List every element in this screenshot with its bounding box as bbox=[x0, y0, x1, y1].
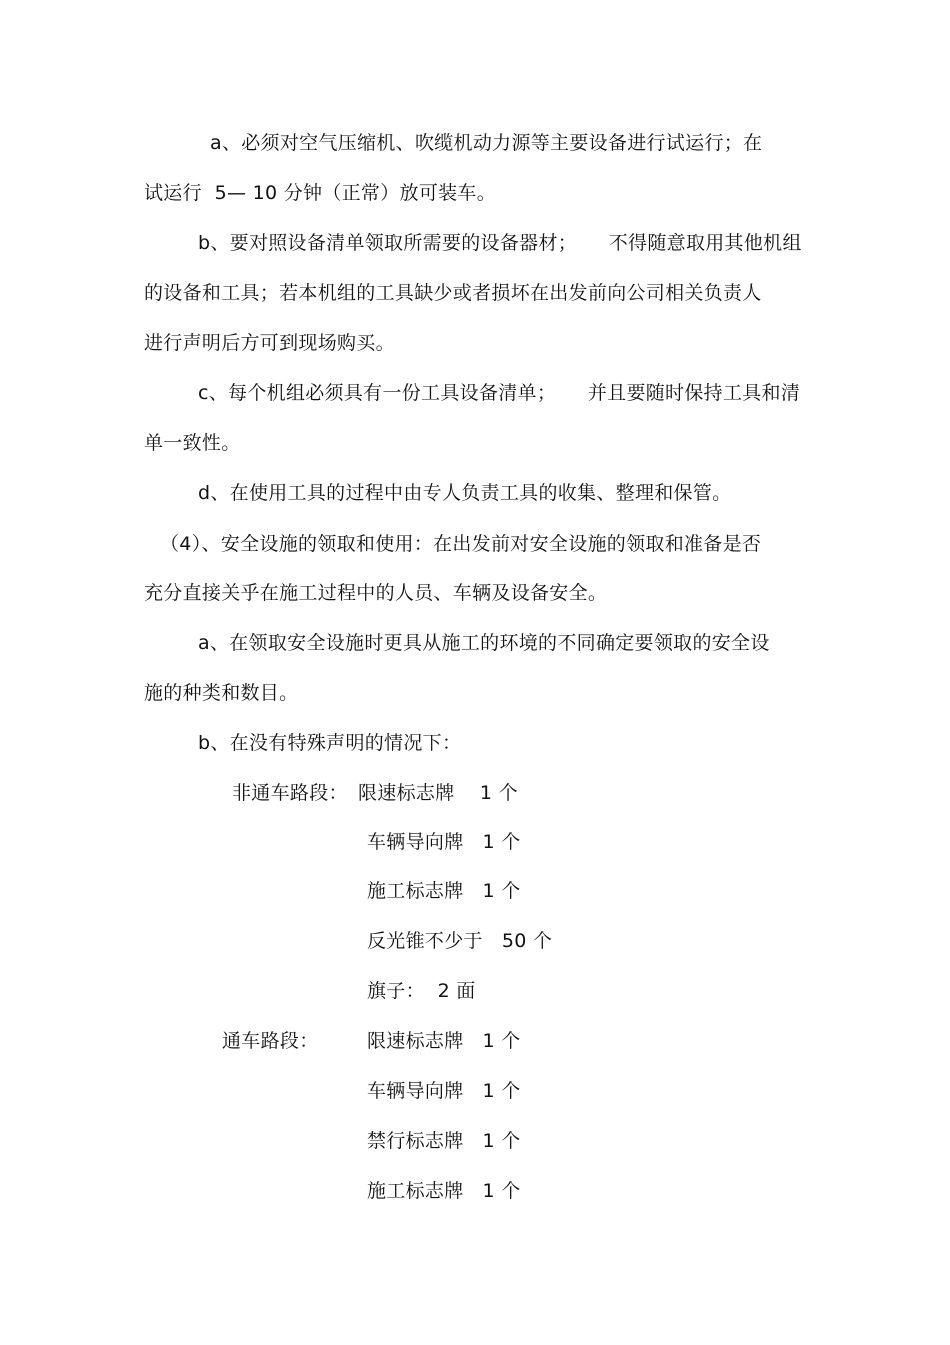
non-traffic-item: 限速标志牌 1 个 bbox=[358, 782, 518, 804]
traffic-item: 限速标志牌 1 个 bbox=[367, 1030, 521, 1052]
traffic-label: 通车路段： bbox=[222, 1030, 319, 1052]
non-traffic-item: 车辆导向牌 1 个 bbox=[367, 831, 521, 853]
section-4b-intro: b、在没有特殊声明的情况下： bbox=[198, 732, 462, 754]
non-traffic-label: 非通车路段： bbox=[232, 782, 348, 804]
traffic-item: 施工标志牌 1 个 bbox=[367, 1180, 521, 1202]
paragraph-b-line-2: 的设备和工具；若本机组的工具缺少或者损坏在出发前向公司相关负责人 bbox=[144, 282, 762, 304]
traffic-item: 车辆导向牌 1 个 bbox=[367, 1080, 521, 1102]
traffic-item: 禁行标志牌 1 个 bbox=[367, 1130, 521, 1152]
non-traffic-item: 施工标志牌 1 个 bbox=[367, 880, 521, 902]
section-4a-line-1: a、在领取安全设施时更具从施工的环境的不同确定要领取的安全设 bbox=[198, 632, 770, 654]
section-4a-line-2: 施的种类和数目。 bbox=[144, 682, 299, 704]
non-traffic-item: 旗子： 2 面 bbox=[367, 980, 476, 1002]
paragraph-b-line-1: b、要对照设备清单领取所需要的设备器材； 不得随意取用其他机组 bbox=[198, 232, 802, 254]
paragraph-a-line-2: 试运行 5— 10 分钟（正常）放可装车。 bbox=[144, 182, 497, 204]
paragraph-c-line-2: 单一致性。 bbox=[144, 432, 241, 454]
paragraph-a-line-1: a、必须对空气压缩机、吹缆机动力源等主要设备进行试运行；在 bbox=[210, 132, 763, 154]
paragraph-b-line-3: 进行声明后方可到现场购买。 bbox=[144, 332, 395, 354]
paragraph-d: d、在使用工具的过程中由专人负责工具的收集、整理和保管。 bbox=[198, 482, 732, 504]
non-traffic-item: 反光锥不少于 50 个 bbox=[367, 930, 553, 952]
paragraph-c-line-1: c、每个机组必须具有一份工具设备清单； 并且要随时保持工具和清 bbox=[198, 382, 801, 404]
section-4-line-2: 充分直接关乎在施工过程中的人员、车辆及设备安全。 bbox=[144, 582, 608, 604]
section-4-line-1: （4）、安全设施的领取和使用：在出发前对安全设施的领取和准备是否 bbox=[160, 533, 762, 555]
